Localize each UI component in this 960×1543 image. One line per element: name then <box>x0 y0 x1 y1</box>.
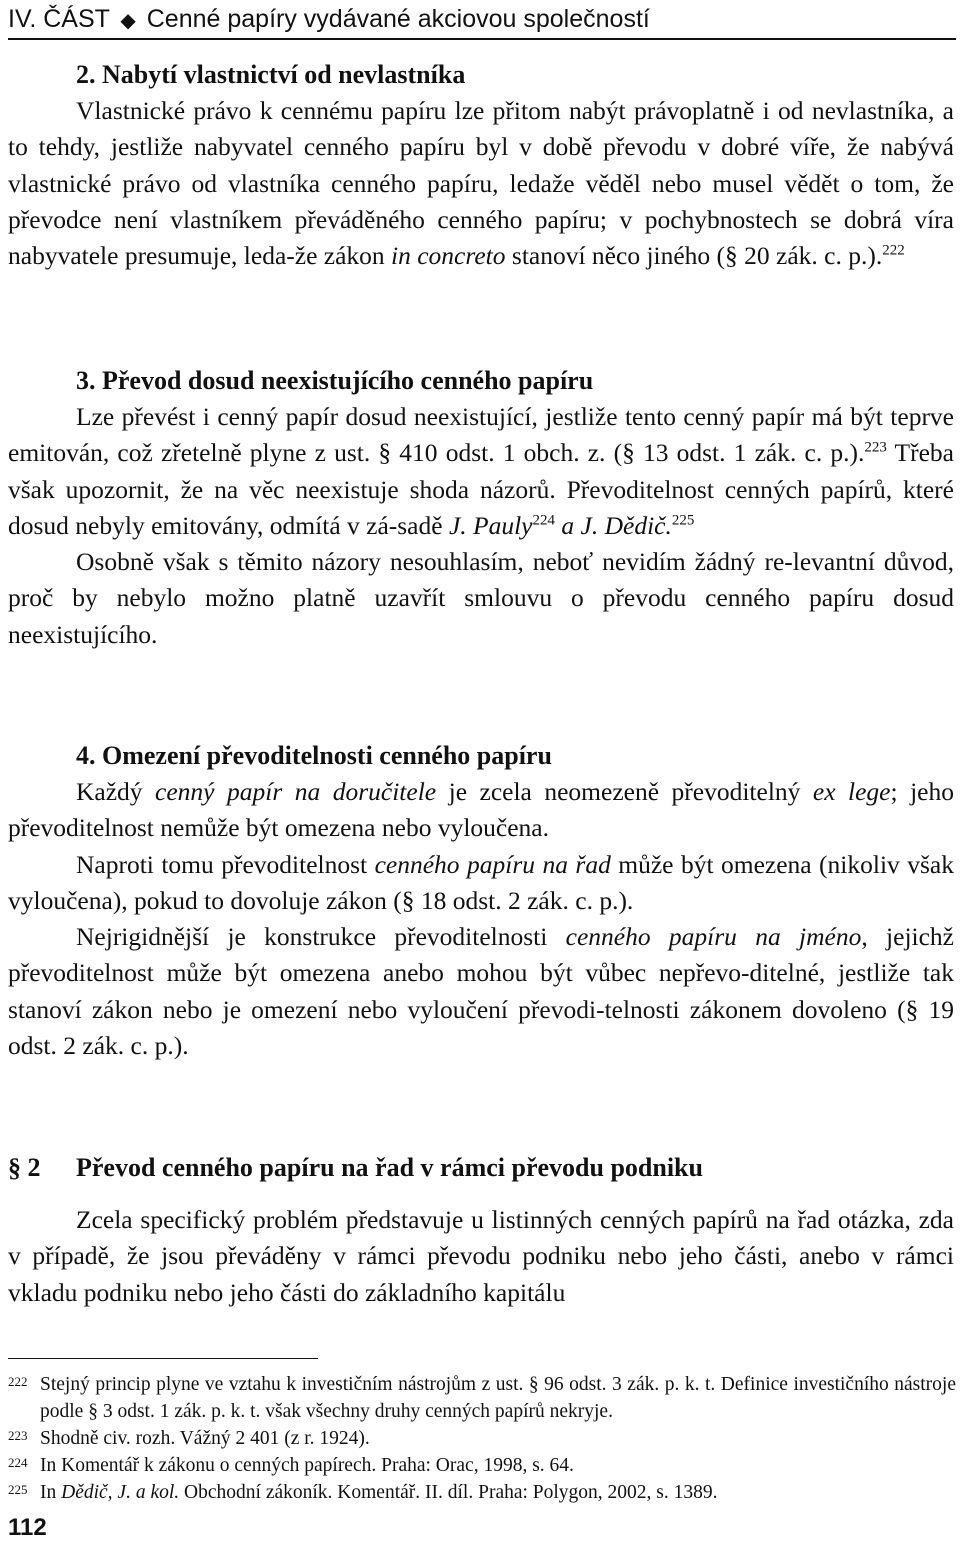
italic-run: J. Pauly <box>448 510 533 540</box>
paragraph: Zcela specifický problém představuje u listinných cenných papírů na řad otázka, zda v případě, že jsou převáděny v rámci převodu podniku nebo jeho části, anebo v rámci vkladu podniku nebo jeho části do základního kapitálu <box>8 1205 954 1307</box>
diamond-icon: ◆ <box>120 10 136 32</box>
italic-run: in concreto <box>391 241 506 271</box>
running-head-part: IV. ČÁST <box>8 5 110 33</box>
footnote-ref[interactable]: 224 <box>532 512 556 529</box>
text-run: Lze převést i cenný papír dosud neexistující, jestliže tento cenný papír má být teprve emitován, což zřetelně plyne z ust. § 410 odst. 1 obch. z. (§ 13 odst. 1 zák. c. p.). <box>8 402 954 468</box>
footnotes <box>8 1371 956 1506</box>
footnote-ref[interactable]: 223 <box>864 439 887 456</box>
footnote-ref[interactable]: 222 <box>882 242 905 259</box>
text-run: Nejrigidnější je konstrukce převoditelnosti <box>76 922 566 952</box>
text-run: Každý <box>76 777 156 806</box>
footnote-ref[interactable]: 225 <box>671 512 695 529</box>
page-number: 112 <box>8 1514 47 1541</box>
text-run: může být omezena (nikoliv však vyloučena), pokud to dovoluje zákon (§ 18 odst. 2 zák. c. p.). <box>8 849 954 915</box>
text-run: je zcela neomezeně převoditelný <box>436 777 813 806</box>
italic-run: ex lege <box>812 777 891 806</box>
footnote <box>8 1479 956 1506</box>
footnote-number: 224 <box>8 1455 28 1470</box>
footnote-text <box>40 1479 956 1506</box>
italic-run: cenného papíru na jméno <box>565 922 862 952</box>
section-heading-text: Převod cenného papíru na řad v rámci převodu podniku <box>76 1153 703 1182</box>
footnote <box>8 1425 956 1452</box>
text-run: In <box>40 1482 62 1503</box>
italic-run: cenný papír na doručitele <box>155 777 437 806</box>
footnote-text: Shodně civ. rozh. Vážný 2 401 (z r. 1924). <box>40 1428 370 1449</box>
section-prevod-na-rad <box>8 1150 954 1311</box>
text-run: Obchodní zákoník. Komentář. II. díl. Praha: Polygon, 2002, s. 1389. <box>179 1482 718 1503</box>
footnote <box>8 1452 956 1479</box>
text-run: stanoví něco jiného (§ 20 zák. c. p.). <box>505 241 883 271</box>
footnote-number: 223 <box>8 1428 28 1443</box>
text-run: ; jeho převoditelnost nemůže být omezena nebo vyloučena. <box>8 777 954 843</box>
paragraph <box>8 919 954 1064</box>
italic-run: Dědič, J. a kol. <box>61 1482 180 1503</box>
footnote-divider <box>8 1358 318 1359</box>
section-heading: 3. Převod dosud neexistujícího cenného papíru <box>76 366 594 395</box>
paragraph <box>8 93 954 274</box>
paragraph-section-heading <box>8 1150 954 1186</box>
text-run: Naproti tomu převoditelnost <box>76 849 375 879</box>
paragraph <box>8 399 954 544</box>
italic-run: a J. Dědič. <box>555 510 672 540</box>
section-heading: 2. Nabytí vlastnictví od nevlastníka <box>76 60 466 89</box>
footnote-number: 225 <box>8 1482 28 1497</box>
text-run: Vlastnické právo k cennému papíru lze přitom nabýt právoplatně i od nevlastníka, a to tehdy, jestliže nabyvatel cenného papíru byl v době převodu v dobré víře, že nabývá vlastnické právo od vlastníka cenného papíru, ledaže věděl nebo musel vědět o tom, že převodce není vlastníkem převáděného cenného papíru; v pochybnostech se dobrá víra nabyvatele presumuje, leda-že zákon <box>8 96 954 271</box>
text-run: , jejichž převoditelnost může být omezena anebo mohou být vůbec nepřevo-ditelné, jestliže tak stanoví zákon nebo je omezení nebo vyloučení převodi-telnosti zákonem dovoleno (§ 19 odst. 2 zák. c. p.). <box>8 922 955 1061</box>
paragraph: Osobně však s těmito názory nesouhlasím, neboť nevidím žádný re-levantní důvod, proč by nebylo možno platně uzavřít smlouvu o převodu cenného papíru dosud neexistujícího. <box>8 547 954 649</box>
section-nabyti-vlastnictvi <box>8 57 954 274</box>
footnote-text: Stejný princip plyne ve vztahu k investičním nástrojům z ust. § 96 odst. 3 zák. p. k. t. Definice investičního nástroje podle § 3 odst. 1 zák. p. k. t. však všechny druhy cenných papírů nekryje. <box>40 1374 956 1422</box>
footnote-number: 222 <box>8 1374 28 1389</box>
section-symbol: § 2 <box>8 1153 41 1182</box>
text-run: Třeba však upozornit, že na věc neexistuje shoda názorů. Převoditelnost cenných papírů, které dosud nebyly emitovány, odmítá v zá-sadě <box>8 438 954 540</box>
paragraph <box>8 847 954 920</box>
footnote <box>8 1371 956 1425</box>
running-head <box>8 4 956 40</box>
section-omezeni-prevoditelnosti <box>8 738 954 1064</box>
paragraph <box>8 774 954 847</box>
running-head-title: Cenné papíry vydávané akciovou společností <box>146 5 650 33</box>
section-heading: 4. Omezení převoditelnosti cenného papíru <box>76 741 552 770</box>
italic-run: cenného papíru na řad <box>374 849 611 879</box>
section-prevod-neexistujiciho <box>8 363 954 653</box>
footnote-text: In Komentář k zákonu o cenných papírech. Praha: Orac, 1998, s. 64. <box>40 1455 574 1476</box>
